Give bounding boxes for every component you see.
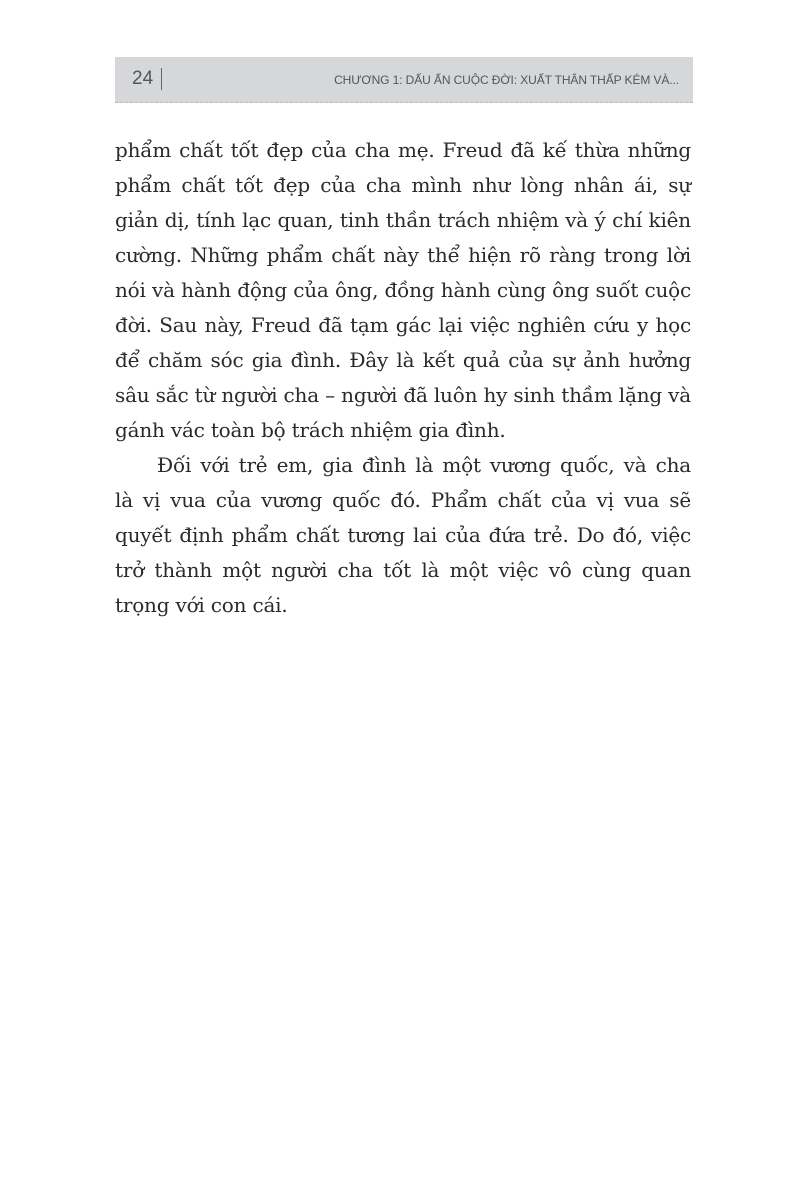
chapter-title: CHƯƠNG 1: DẤU ẤN CUỘC ĐỜI: XUẤT THÂN THẤP KÉM VÀ... xyxy=(334,73,679,87)
text-line: phẩm chất tốt đẹp của cha mình như lòng nhân ái, sự xyxy=(115,173,691,197)
header-divider xyxy=(161,68,162,90)
text-line: Đối với trẻ em, gia đình là một vương quốc, và cha xyxy=(157,453,691,477)
running-header xyxy=(115,57,693,103)
text-line: sâu sắc từ người cha – người đã luôn hy sinh thầm lặng và xyxy=(115,383,691,407)
text-line: nói và hành động của ông, đồng hành cùng ông suốt cuộc xyxy=(115,278,691,302)
text-line: phẩm chất tốt đẹp của cha mẹ. Freud đã kế thừa những xyxy=(115,138,691,162)
page-number: 24 xyxy=(132,68,154,89)
text-line: là vị vua của vương quốc đó. Phẩm chất của vị vua sẽ xyxy=(115,488,691,512)
text-line: gánh vác toàn bộ trách nhiệm gia đình. xyxy=(115,418,506,442)
text-line: để chăm sóc gia đình. Đây là kết quả của sự ảnh hưởng xyxy=(115,348,691,372)
text-line: quyết định phẩm chất tương lai của đứa trẻ. Do đó, việc xyxy=(115,523,691,547)
page-body xyxy=(115,133,691,623)
paragraph-1 xyxy=(115,133,691,448)
text-line: trọng với con cái. xyxy=(115,593,288,617)
text-line: giản dị, tính lạc quan, tinh thần trách nhiệm và ý chí kiên xyxy=(115,208,691,232)
text-line: trở thành một người cha tốt là một việc vô cùng quan xyxy=(115,558,691,582)
text-line: đời. Sau này, Freud đã tạm gác lại việc nghiên cứu y học xyxy=(115,313,691,337)
text-line: cường. Những phẩm chất này thể hiện rõ ràng trong lời xyxy=(115,243,691,267)
paragraph-2 xyxy=(115,448,691,623)
